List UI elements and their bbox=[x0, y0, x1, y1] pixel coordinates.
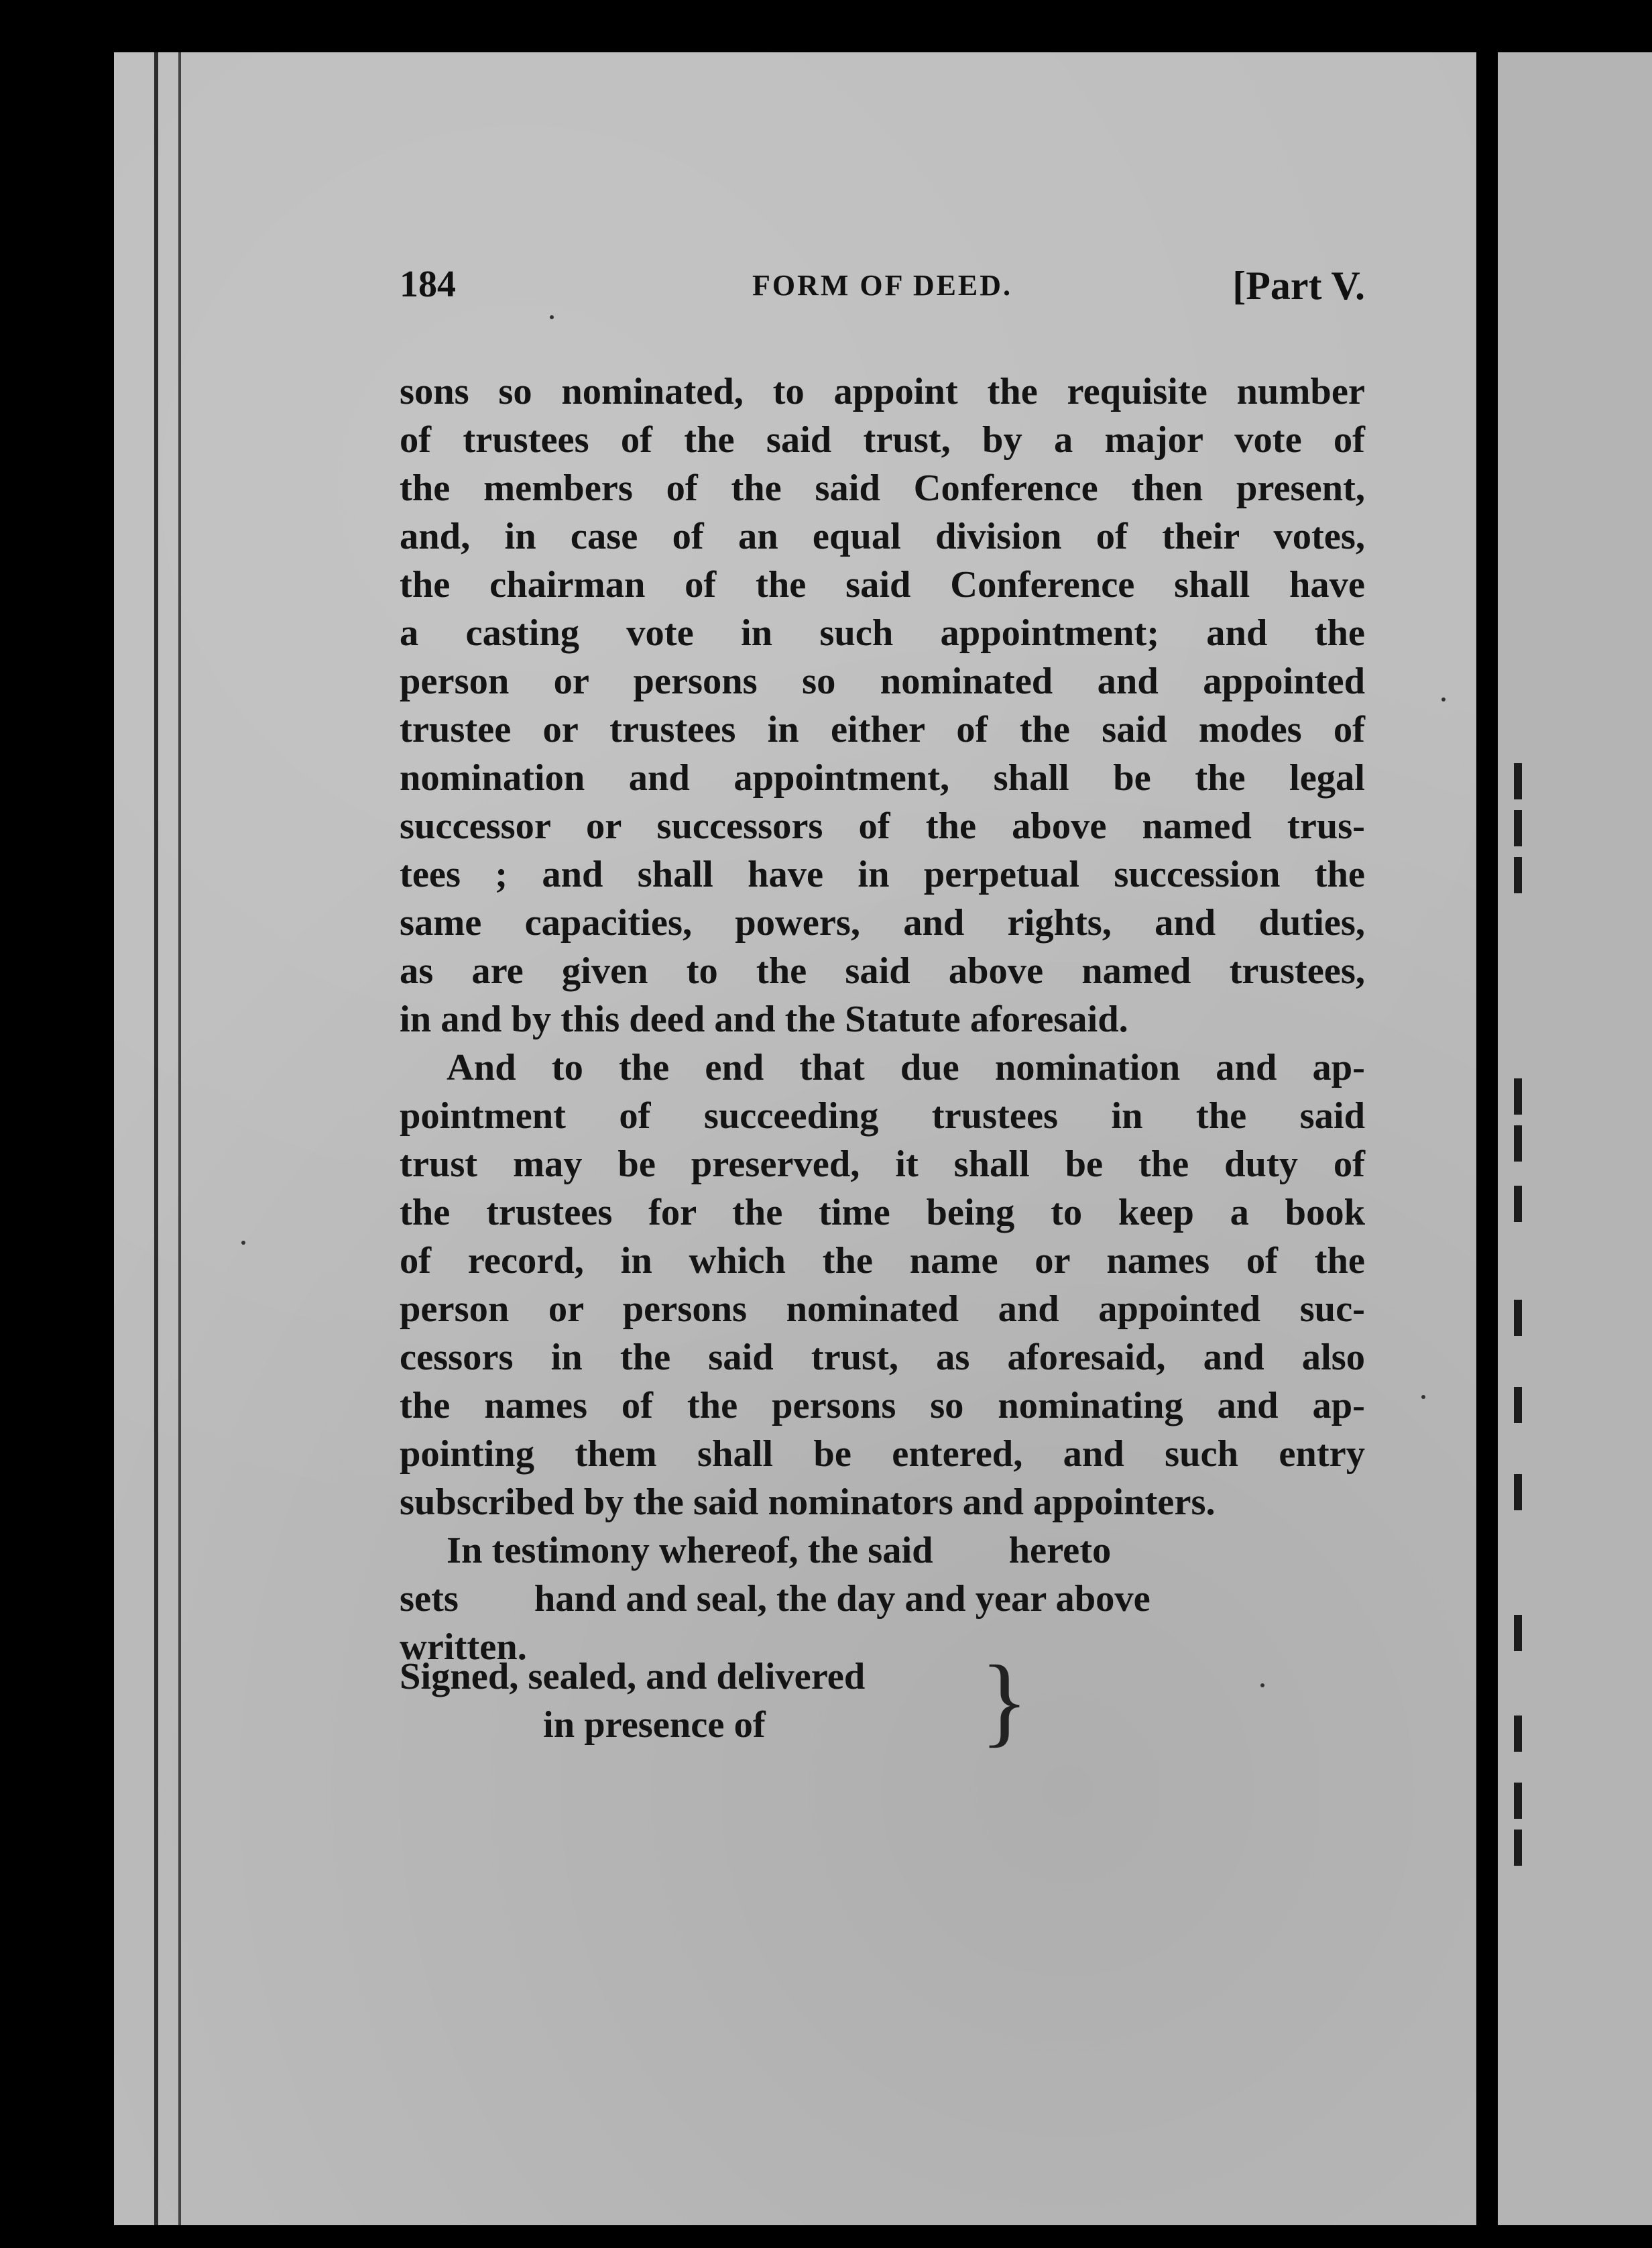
text-line: trust may be preserved, it shall be the duty of bbox=[400, 1143, 1365, 1185]
print-speck bbox=[241, 1241, 245, 1245]
facing-page-letter-mark bbox=[1514, 810, 1522, 846]
facing-page-letter-mark bbox=[1514, 1078, 1522, 1115]
print-speck bbox=[1260, 1683, 1264, 1687]
text-line: of trustees of the said trust, by a major vote of bbox=[400, 419, 1365, 461]
text-line: written. bbox=[400, 1626, 527, 1668]
signature-line-1: Signed, sealed, and delivered bbox=[400, 1656, 866, 1697]
text-line: in and by this deed and the Statute aforesaid. bbox=[400, 999, 1128, 1040]
running-title: FORM OF DEED. bbox=[752, 269, 1013, 302]
text-line: same capacities, powers, and rights, and duties, bbox=[400, 902, 1365, 944]
facing-page-letter-mark bbox=[1514, 1186, 1522, 1222]
text-line: and, in case of an equal division of their votes, bbox=[400, 516, 1365, 557]
facing-page-letter-mark bbox=[1514, 1615, 1522, 1651]
text-line: successor or successors of the above named trus- bbox=[400, 805, 1365, 847]
print-speck bbox=[550, 315, 554, 319]
deed-body-text bbox=[400, 368, 1365, 1671]
facing-page-letter-mark bbox=[1514, 1300, 1522, 1336]
facing-page-letter-mark bbox=[1514, 1387, 1522, 1423]
text-line: subscribed by the said nominators and appointers. bbox=[400, 1481, 1216, 1523]
facing-page-letter-mark bbox=[1514, 1830, 1522, 1866]
facing-page-letter-mark bbox=[1514, 1125, 1522, 1162]
print-speck bbox=[1441, 697, 1446, 701]
page-number: 184 bbox=[400, 264, 456, 305]
text-line: as are given to the said above named trustees, bbox=[400, 950, 1365, 992]
text-line: the members of the said Conference then present, bbox=[400, 467, 1365, 509]
print-speck bbox=[1421, 1395, 1425, 1399]
text-line: trustee or trustees in either of the said modes of bbox=[400, 709, 1365, 750]
text-line: And to the end that due nomination and ap- bbox=[447, 1047, 1365, 1088]
running-header bbox=[400, 263, 1365, 323]
text-line: the names of the persons so nominating and ap- bbox=[400, 1385, 1365, 1426]
signature-brace: } bbox=[980, 1645, 1028, 1756]
text-line: a casting vote in such appointment; and the bbox=[400, 612, 1365, 654]
text-line: pointment of succeeding trustees in the said bbox=[400, 1095, 1365, 1137]
signature-line-2: in presence of bbox=[543, 1704, 766, 1746]
text-line: person or persons nominated and appointed suc- bbox=[400, 1288, 1365, 1330]
facing-page-letter-mark bbox=[1514, 1783, 1522, 1819]
text-line: cessors in the said trust, as aforesaid, and also bbox=[400, 1337, 1365, 1378]
text-line: sons so nominated, to appoint the requisite number bbox=[400, 371, 1365, 412]
text-line: person or persons so nominated and appointed bbox=[400, 661, 1365, 702]
facing-page-letter-mark bbox=[1514, 1716, 1522, 1752]
text-line: In testimony whereof, the said hereto bbox=[447, 1530, 1112, 1571]
text-line: the trustees for the time being to keep a book bbox=[400, 1192, 1365, 1233]
part-label: [Part V. bbox=[1232, 264, 1365, 308]
text-line: the chairman of the said Conference shall have bbox=[400, 564, 1365, 606]
text-line: tees ; and shall have in perpetual succession the bbox=[400, 854, 1365, 895]
text-line: nomination and appointment, shall be the legal bbox=[400, 757, 1365, 799]
text-line: sets hand and seal, the day and year above bbox=[400, 1578, 1150, 1620]
text-line: of record, in which the name or names of the bbox=[400, 1240, 1365, 1282]
facing-page-edge bbox=[1498, 52, 1652, 2225]
facing-page-letter-mark bbox=[1514, 763, 1522, 799]
text-line: pointing them shall be entered, and such entry bbox=[400, 1433, 1365, 1475]
facing-page-letter-mark bbox=[1514, 857, 1522, 893]
facing-page-letter-mark bbox=[1514, 1474, 1522, 1510]
page-binding-edge bbox=[154, 52, 181, 2225]
